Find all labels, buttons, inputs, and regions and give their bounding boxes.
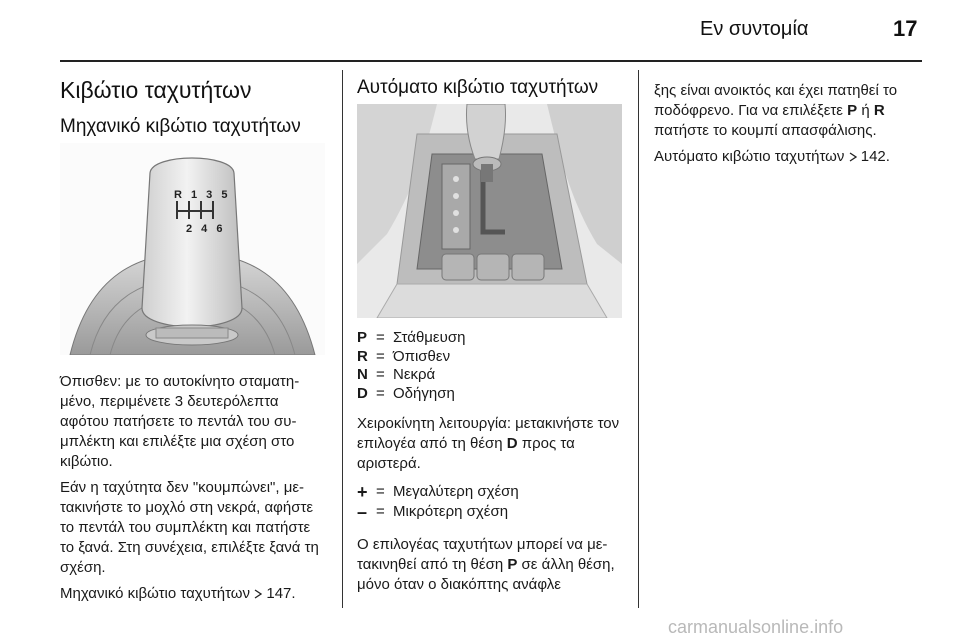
page-reference-icon: [849, 152, 857, 162]
key-r: R: [873, 102, 885, 119]
automatic-ref-text: Αυτόματο κιβώτιο ταχυτήτων: [654, 148, 845, 165]
legend-row-n: [357, 366, 465, 385]
conjunction: ή: [861, 102, 870, 119]
selector-move-paragraph: [357, 535, 625, 595]
plus-minus-legend: [357, 482, 625, 522]
legend-eq: =: [376, 483, 385, 500]
legend-eq: =: [376, 329, 385, 346]
legend-eq: =: [376, 347, 385, 365]
left-column-text: [60, 372, 328, 610]
continuation-paragraph: [654, 81, 926, 141]
knob-label-top: R 1 3 5: [174, 189, 231, 201]
column-divider-2: [638, 70, 639, 608]
manual-mode-text-end: προς τα αριστερά.: [357, 435, 575, 472]
page-number: 17: [893, 16, 918, 41]
watermark: carmanualsonline.info: [668, 617, 844, 637]
gear-position-legend: [357, 329, 465, 403]
legend-row-minus: [357, 502, 625, 522]
running-header-title: Εν συντομία: [700, 18, 809, 40]
manual-ref-text: Μηχανικό κιβώτιο ταχυτήτων: [60, 585, 251, 602]
manual-mode-key: D: [506, 435, 518, 452]
continuation-text-end: πατήστε το κουμπί απασφάλισης.: [654, 122, 877, 139]
legend-eq: =: [376, 503, 385, 520]
legend-key: P: [357, 329, 368, 346]
minus-icon: –: [357, 502, 368, 522]
section-heading: Κιβώτιο ταχυτήτων: [60, 77, 252, 103]
legend-value: Μεγαλύτερη σχέση: [393, 483, 519, 500]
legend-row-plus: [357, 482, 625, 502]
selector-move-text: Ο επιλογέας ταχυτήτων μπορεί να μετακινηθεί από τη θέση: [357, 536, 608, 573]
automatic-ref-paragraph: [654, 147, 926, 167]
manual-ref-page[interactable]: 147.: [266, 585, 296, 602]
automatic-selector-illustration: [357, 104, 622, 318]
legend-eq: =: [376, 384, 385, 402]
legend-value: Στάθμευση: [393, 329, 466, 346]
manual-gear-paragraph: Εάν η ταχύτητα δεν "κουμπώνει", μετακινήστε το μοχλό στη νεκρά, αφήστε το πεντάλ του συμπλέκτη και πατήστε το ξανά. Στη συνέχεια, επιλέξτε ξανά τη σχέση.: [60, 479, 319, 576]
subheading-automatic: Αυτόματο κιβώτιο ταχυτήτων: [357, 77, 599, 98]
legend-value: Νεκρά: [393, 366, 436, 384]
subheading-manual: Μηχανικό κιβώτιο ταχυτήτων: [60, 116, 301, 137]
header-rule: [60, 60, 922, 62]
gear-knob-illustration: [60, 143, 325, 355]
legend-row-r: [357, 348, 465, 367]
legend-value: Μικρότερη σχέση: [393, 503, 509, 520]
middle-column-text: [357, 414, 625, 601]
manual-gear-knob-figure: [60, 143, 325, 355]
legend-eq: =: [376, 366, 385, 384]
automatic-ref-page[interactable]: 142.: [860, 148, 890, 165]
legend-value: Οδήγηση: [393, 384, 455, 402]
legend-row-d: [357, 385, 465, 404]
manual-mode-paragraph: [357, 414, 625, 474]
key-p: P: [847, 102, 858, 119]
knob-label-bottom: 2 4 6: [186, 223, 226, 235]
legend-value: Όπισθεν: [393, 347, 451, 365]
selector-move-key: P: [507, 556, 518, 573]
selector-move-text-end: σε άλλη θέση, μόνο όταν ο διακόπτης ανάφλε: [357, 556, 615, 593]
automatic-selector-figure: [357, 104, 622, 318]
legend-row-p: [357, 329, 465, 348]
manual-reverse-paragraph: Όπισθεν: με το αυτοκίνητο σταματημένο, περιμένετε 3 δευτερόλεπτα αφότου πατήσετε το πεντάλ του συμπλέκτη και επιλέξτε μια σχέση στο κιβώτιο.: [60, 373, 300, 470]
legend-key: N: [357, 366, 368, 384]
manual-ref-paragraph: [60, 584, 328, 604]
manual-mode-text: Χειροκίνητη λειτουργία: μετακινήστε τον επιλογέα από τη θέση: [357, 415, 620, 452]
legend-key: R: [357, 347, 368, 365]
legend-key: D: [357, 384, 368, 402]
plus-icon: +: [357, 482, 368, 502]
right-column-text: [654, 81, 926, 173]
page-reference-icon: [254, 589, 262, 599]
column-divider-1: [342, 70, 343, 608]
continuation-text: ξης είναι ανοικτός και έχει πατηθεί το ποδόφρενο. Για να επιλέξετε: [654, 82, 898, 119]
